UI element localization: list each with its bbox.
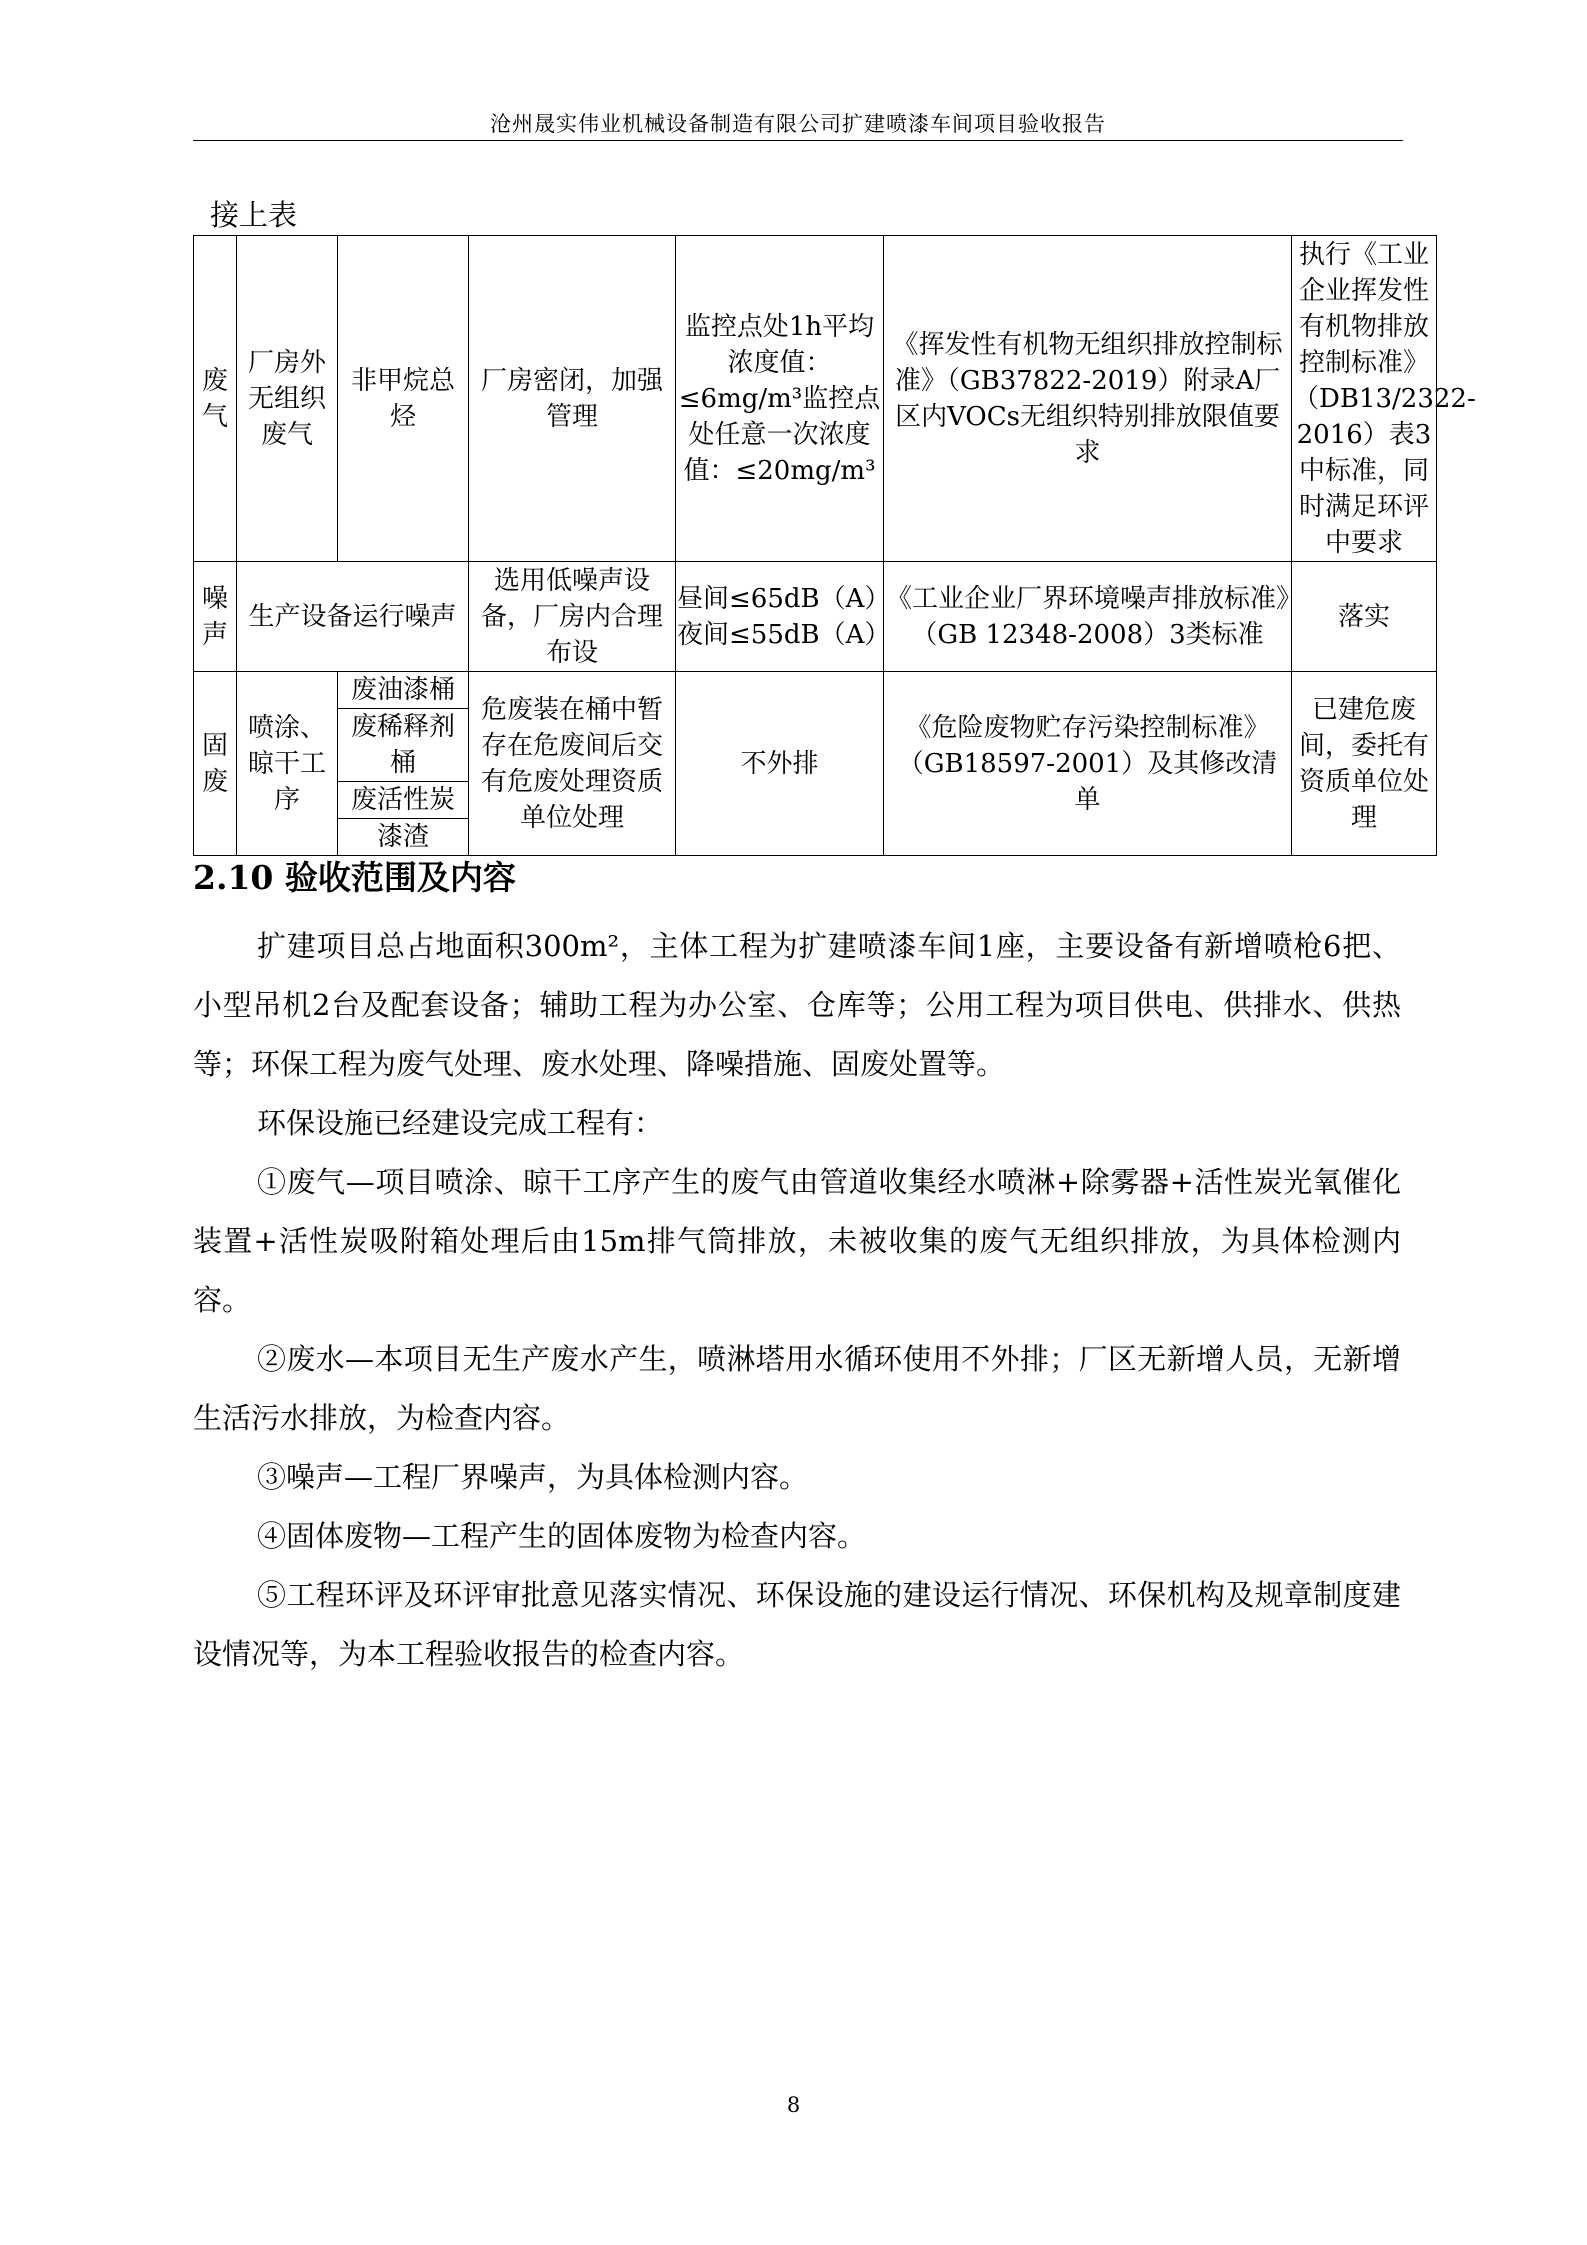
paragraph: 扩建项目总占地面积300m²，主体工程为扩建喷漆车间1座，主要设备有新增喷枪6把、小型吊机2台及配套设备；辅助工程为办公室、仓库等；公用工程为项目供电、供排水、供热等；环保工程为废气处理、废水处理、降噪措施、固废处置等。 [193,929,1401,1081]
limit-cell [676,562,891,672]
status-cell: 已建危废间，委托有资质单位处理 [1292,672,1437,856]
pollutant-cell: 非甲烷总烃 [338,236,469,562]
page-number: 8 [786,2093,801,2117]
paragraph: 环保设施已经建设完成工程有： [257,1106,664,1140]
table-row [194,672,1437,709]
category-cell: 废气 [194,236,237,562]
category-cell: 固废 [194,672,237,856]
header-divider [193,140,1403,141]
status-cell: 落实 [1292,562,1437,672]
category-cell: 噪声 [194,562,237,672]
section-title: 2.10 验收范围及内容 [193,858,516,897]
limit-cell: 监控点处1h平均浓度值：≤6mg/m³监控点处任意一次浓度值：≤20mg/m³ [676,236,884,562]
source-cell: 厂房外无组织废气 [237,236,338,562]
table-row [194,236,1437,562]
paragraph: ①废气—项目喷涂、晾干工序产生的废气由管道收集经水喷淋+除雾器+活性炭光氧催化装置+活性炭吸附箱处理后由15m排气筒排放，未被收集的废气无组织排放，为具体检测内容。 [193,1165,1401,1317]
waste-item: 废稀释剂桶 [338,709,469,782]
paragraph: ⑤工程环评及环评审批意见落实情况、环保设施的建设运行情况、环保机构及规章制度建设情况等，为本工程验收报告的检查内容。 [193,1578,1401,1671]
waste-item: 漆渣 [338,819,469,856]
table-row [194,562,1437,672]
page-header: 沧州晟实伟业机械设备制造有限公司扩建喷漆车间项目验收报告 [490,112,1106,136]
acceptance-requirements-table [193,235,1476,856]
standard-cell: 《工业企业厂界环境噪声排放标准》（GB 12348-2008）3类标准 [884,562,1292,672]
status-cell: 执行《工业企业挥发性有机物排放控制标准》（DB13/2322-2016）表3中标准，同时满足环评中要求 [1292,236,1437,562]
table-continued-label: 接上表 [210,198,298,232]
limit-night: 夜间≤55dB（A） [677,619,891,650]
limit-day: 昼间≤65dB（A） [677,583,891,614]
waste-item: 废活性炭 [338,782,469,819]
paragraph: ②废水—本项目无生产废水产生，喷淋塔用水循环使用不外排；厂区无新增人员，无新增生活污水排放，为检查内容。 [193,1342,1401,1435]
measure-cell: 选用低噪声设备，厂房内合理布设 [469,562,676,672]
limit-cell: 不外排 [676,672,884,856]
paragraph: ③噪声—工程厂界噪声，为具体检测内容。 [257,1460,809,1494]
source-cell: 生产设备运行噪声 [237,562,469,672]
measure-cell: 危废装在桶中暂存在危废间后交有危废处理资质单位处理 [469,672,676,856]
waste-item: 废油漆桶 [338,672,469,709]
source-cell: 喷涂、晾干工序 [237,672,338,856]
measure-cell: 厂房密闭，加强管理 [469,236,676,562]
standard-cell: 《挥发性有机物无组织排放控制标准》（GB37822-2019）附录A厂区内VOCs无组织特别排放限值要求 [884,236,1292,562]
standard-cell: 《危险废物贮存污染控制标准》（GB18597-2001）及其修改清单 [884,672,1292,856]
paragraph: ④固体废物—工程产生的固体废物为检查内容。 [257,1519,867,1553]
